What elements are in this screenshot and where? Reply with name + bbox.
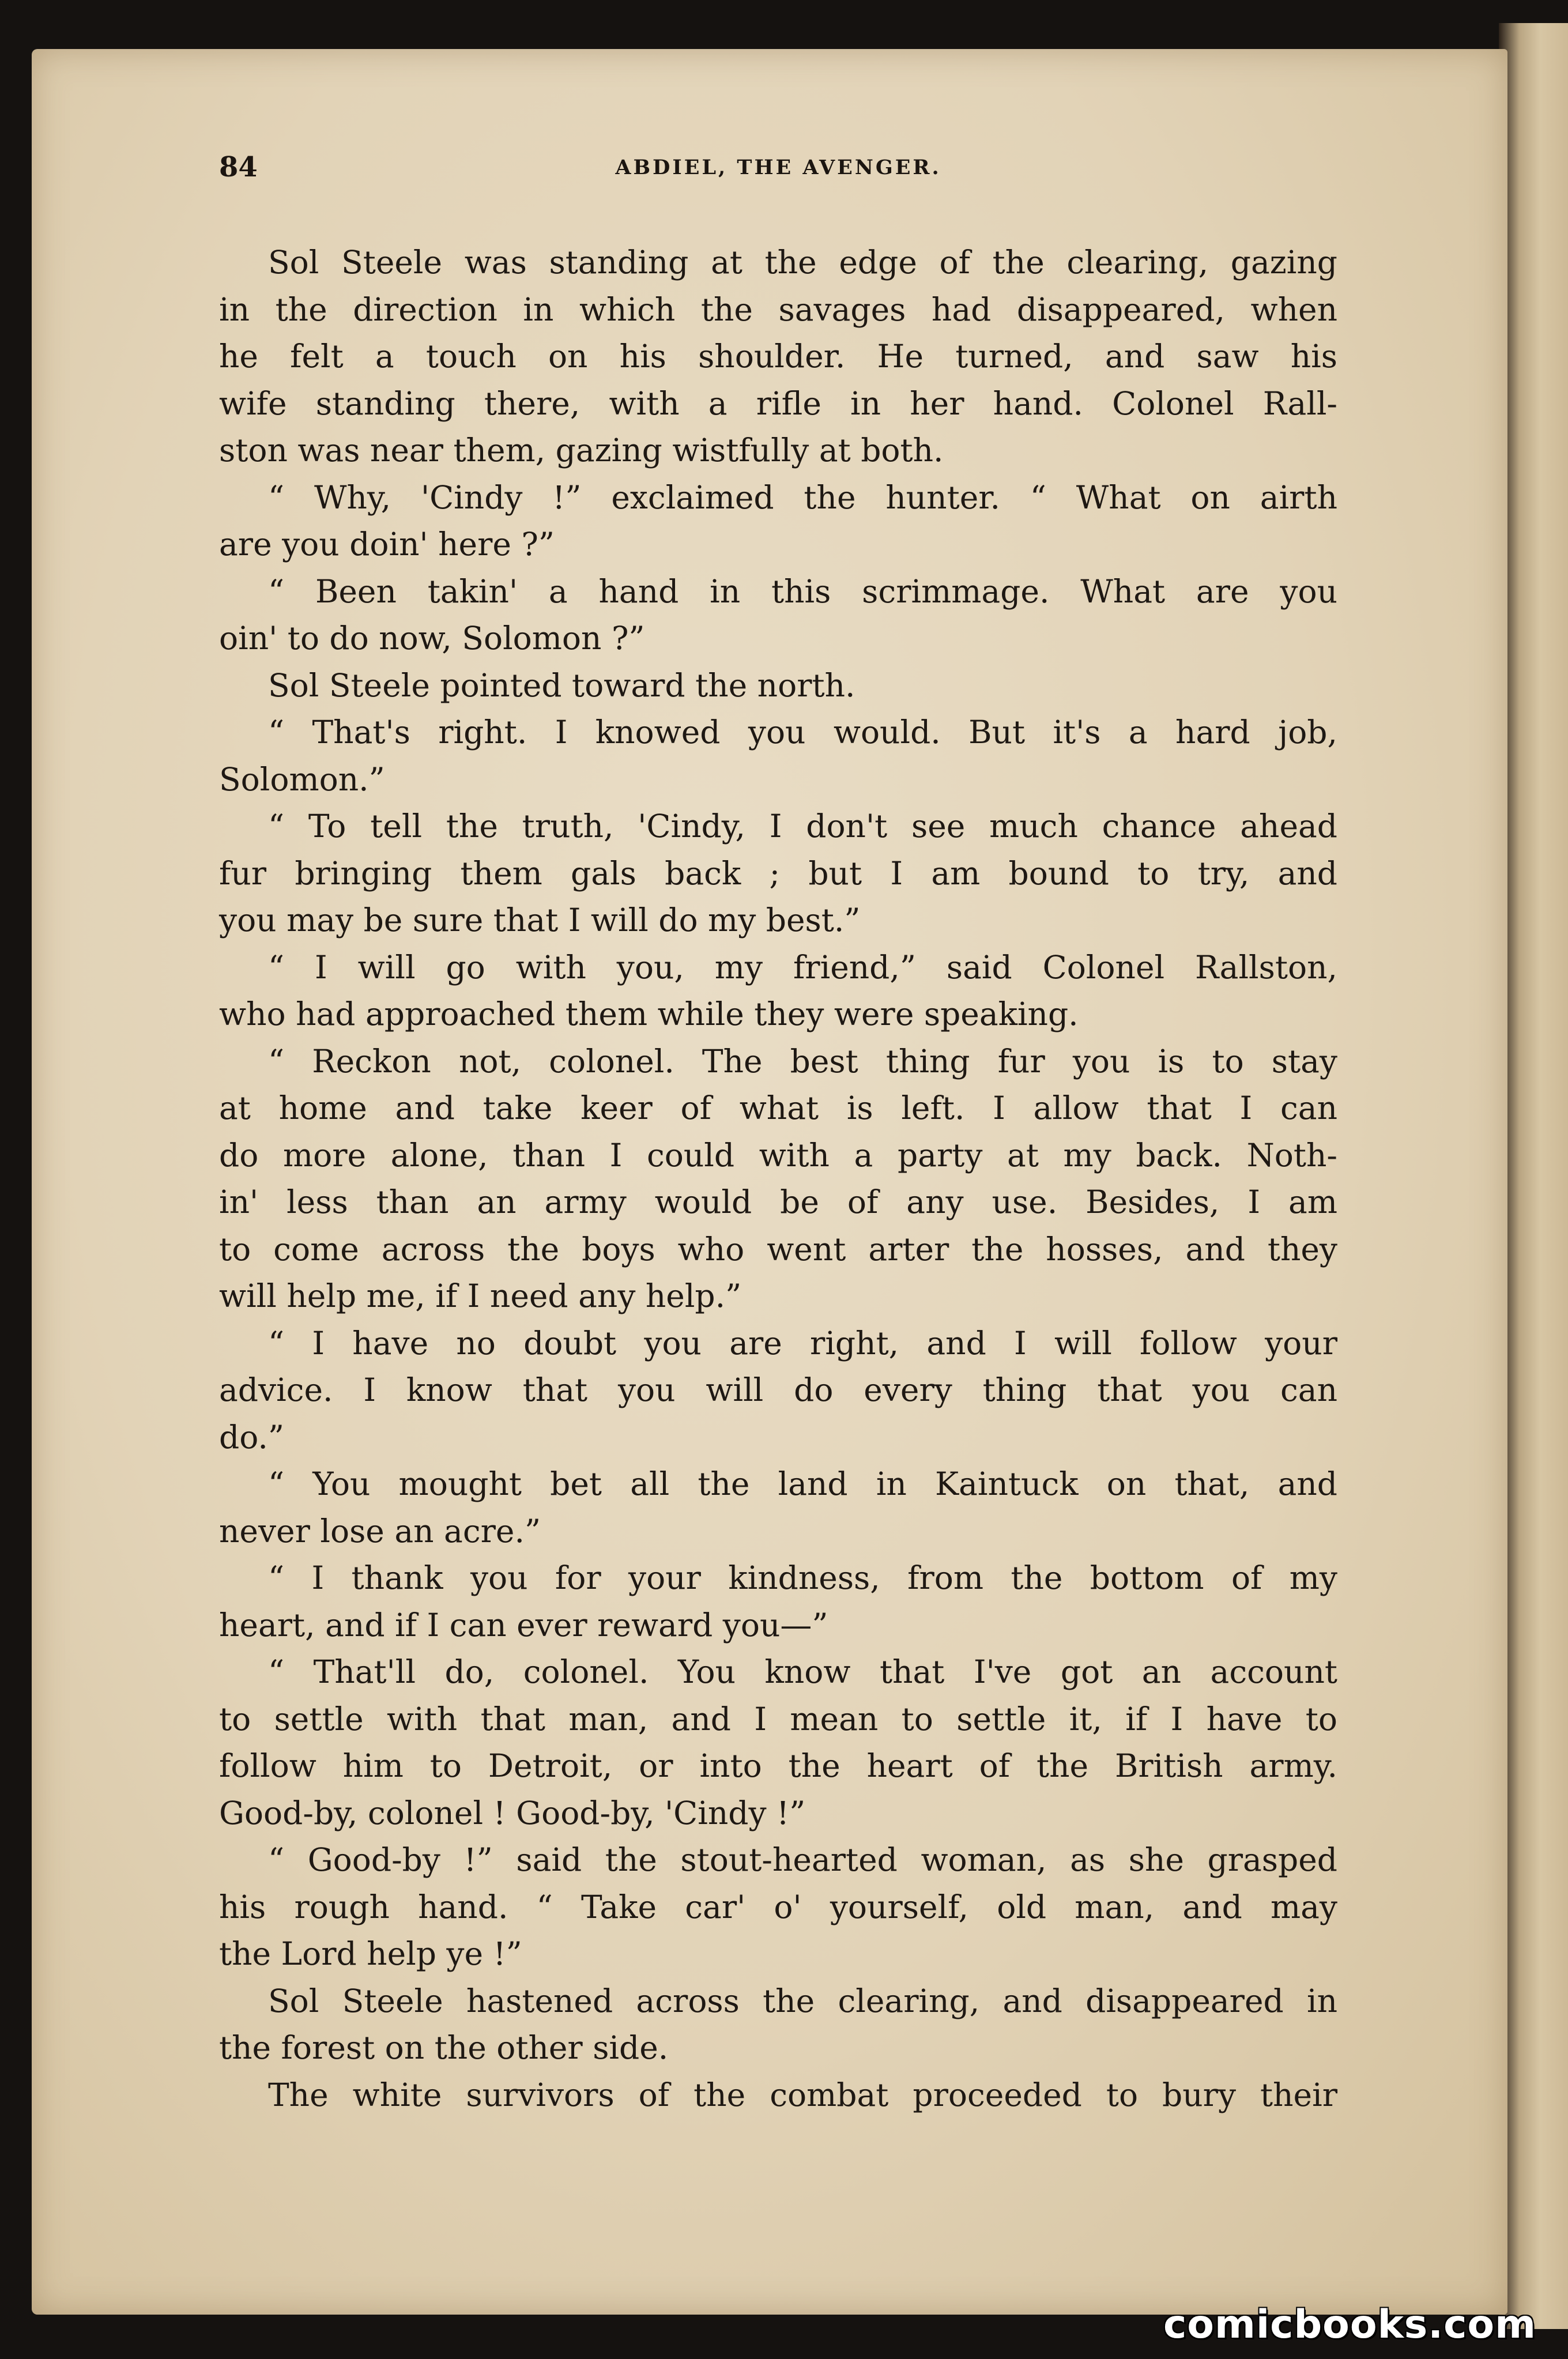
text-line: to settle with that man, and I mean to settle it, if I have to: [219, 1700, 1337, 1738]
text-line: “ I will go with you, my friend,” said Colonel Rallston,: [268, 948, 1337, 986]
page-header: [219, 151, 1337, 191]
text-line: The white survivors of the combat proceeded to bury their: [268, 2076, 1337, 2113]
watermark: comicbooks.com: [1163, 2302, 1536, 2347]
text-line: “ Been takin' a hand in this scrimmage. What are you: [268, 572, 1337, 610]
text-line: Good-by, colonel ! Good-by, 'Cindy !”: [219, 1794, 806, 1832]
text-line: do.”: [219, 1418, 284, 1456]
text-line: Sol Steele was standing at the edge of the clearing, gazing: [268, 244, 1337, 281]
text-line: wife standing there, with a rifle in her hand. Colonel Rall-: [219, 385, 1337, 422]
text-line: follow him to Detroit, or into the heart of the British army.: [219, 1747, 1337, 1784]
text-line: who had approached them while they were speaking.: [219, 996, 1079, 1032]
text-line: “ Why, 'Cindy !” exclaimed the hunter. “ What on airth: [268, 478, 1337, 516]
text-line: the Lord help ye !”: [219, 1935, 522, 1972]
text-line: “ You mought bet all the land in Kaintuck on that, and: [268, 1465, 1337, 1502]
text-line: Sol Steele hastened across the clearing, and disappeared in: [268, 1982, 1337, 2019]
text-line: at home and take keer of what is left. I allow that I can: [219, 1090, 1337, 1126]
text-line: “ I have no doubt you are right, and I will follow your: [268, 1324, 1337, 1362]
text-line: ston was near them, gazing wistfully at both.: [219, 432, 944, 469]
text-line: his rough hand. “ Take car' o' yourself, old man, and may: [219, 1888, 1337, 1925]
text-line: “ I thank you for your kindness, from the bottom of my: [268, 1559, 1337, 1596]
text-line: Solomon.”: [219, 760, 385, 798]
text-line: never lose an acre.”: [219, 1512, 541, 1550]
body-text: [219, 239, 1337, 2119]
text-line: “ To tell the truth, 'Cindy, I don't see much chance ahead: [268, 808, 1337, 845]
text-line: oin' to do now, Solomon ?”: [219, 620, 645, 657]
book-gutter: [1499, 23, 1568, 2329]
text-line: “ Reckon not, colonel. The best thing fur you is to stay: [268, 1042, 1337, 1080]
text-line: advice. I know that you will do every thing that you can: [219, 1371, 1337, 1408]
text-line: in' less than an army would be of any use. Besides, I am: [219, 1184, 1337, 1220]
text-line: “ That'll do, colonel. You know that I've got an account: [268, 1653, 1337, 1690]
page-number: 84: [219, 151, 258, 183]
text-line: “ Good-by !” said the stout-hearted woman, as she grasped: [268, 1841, 1337, 1878]
text-line: to come across the boys who went arter the hosses, and they: [219, 1230, 1337, 1268]
text-line: are you doin' here ?”: [219, 526, 555, 563]
text-line: Sol Steele pointed toward the north.: [268, 666, 855, 704]
text-line: do more alone, than I could with a party at my back. Noth-: [219, 1136, 1337, 1174]
text-line: in the direction in which the savages had disappeared, when: [219, 291, 1337, 328]
text-line: “ That's right. I knowed you would. But it's a hard job,: [268, 714, 1337, 751]
text-line: you may be sure that I will do my best.”: [219, 902, 861, 939]
text-line: heart, and if I can ever reward you—”: [219, 1606, 828, 1644]
running-head: ABDIEL, THE AVENGER.: [615, 156, 941, 179]
text-line: will help me, if I need any help.”: [219, 1278, 742, 1314]
text-line: fur bringing them gals back ; but I am bound to try, and: [219, 854, 1337, 892]
text-line: he felt a touch on his shoulder. He turned, and saw his: [219, 338, 1337, 375]
text-line: the forest on the other side.: [219, 2029, 669, 2066]
